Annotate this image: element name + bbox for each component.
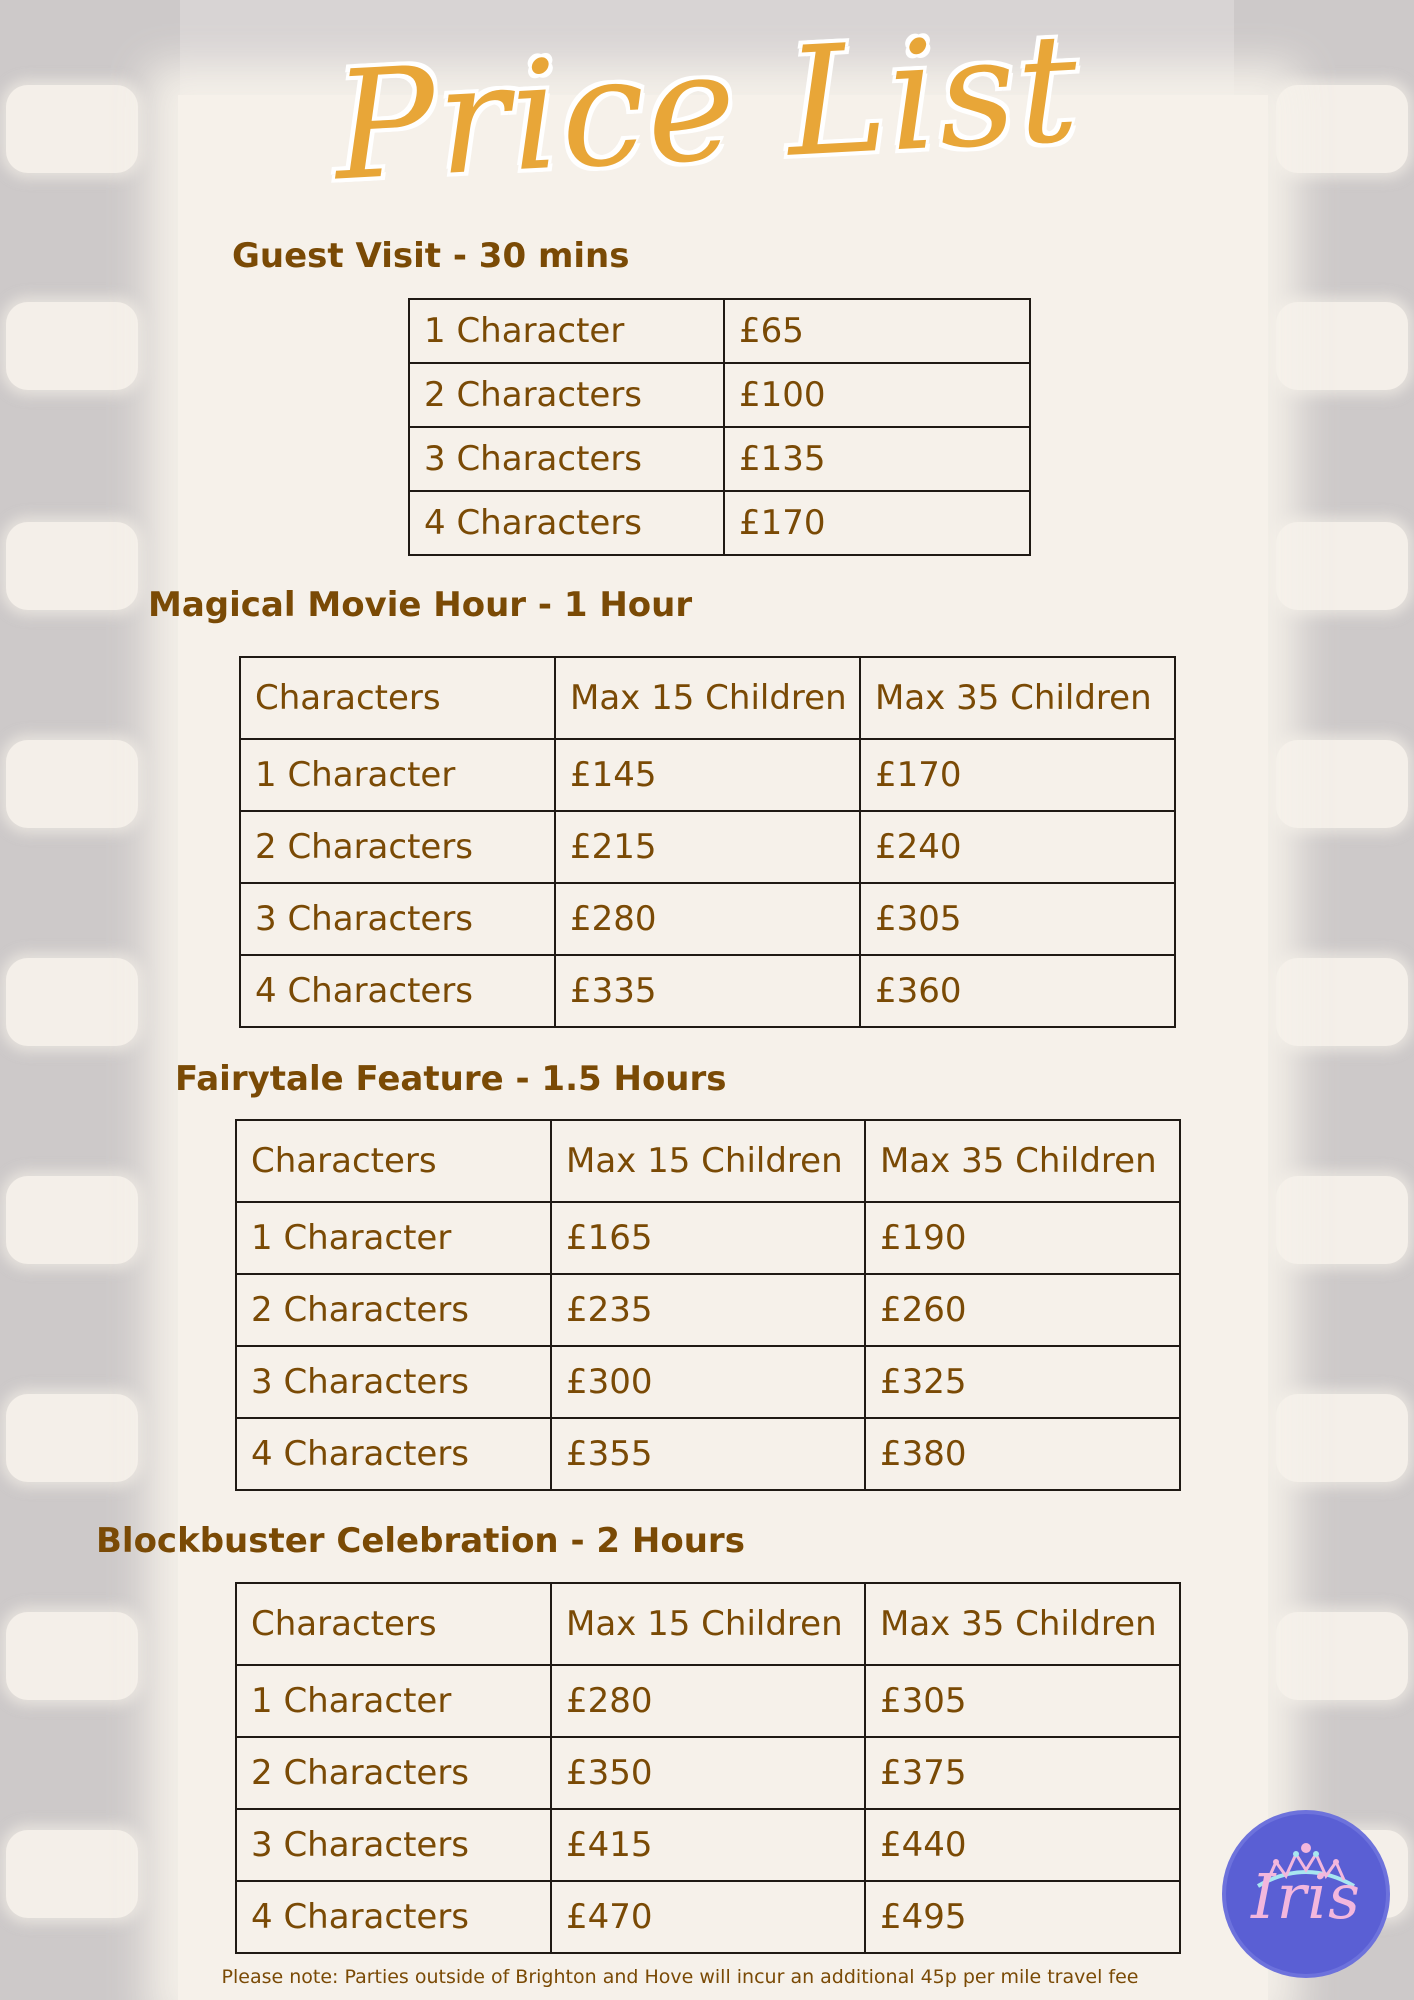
table-cell: £170 (724, 491, 1030, 555)
table-row (409, 363, 1030, 427)
table-cell: £260 (865, 1274, 1180, 1346)
table-cell: £305 (865, 1665, 1180, 1737)
section-heading-magical-movie-hour: Magical Movie Hour - 1 Hour (148, 585, 693, 625)
table-cell: £165 (551, 1202, 865, 1274)
table-cell: 3 Characters (409, 427, 724, 491)
column-header: Max 35 Children (860, 657, 1175, 739)
film-sprocket (6, 1612, 138, 1700)
table-row (236, 1418, 1180, 1490)
table-row (236, 1274, 1180, 1346)
table-cell: £335 (555, 955, 860, 1027)
table-cell: £215 (555, 811, 860, 883)
table-row (240, 739, 1175, 811)
table-cell: £65 (724, 299, 1030, 363)
table-row (236, 1202, 1180, 1274)
table-cell: £440 (865, 1809, 1180, 1881)
page-title: Price List (330, 1, 1084, 215)
table-cell: £350 (551, 1737, 865, 1809)
table-cell: 3 Characters (236, 1346, 551, 1418)
table-cell: 3 Characters (236, 1809, 551, 1881)
table-header-row (240, 657, 1175, 739)
column-header: Characters (240, 657, 555, 739)
table-cell: 2 Characters (236, 1274, 551, 1346)
table-cell: £240 (860, 811, 1175, 883)
column-header: Characters (236, 1583, 551, 1665)
table-cell: £360 (860, 955, 1175, 1027)
table-blockbuster-celebration (235, 1582, 1181, 1954)
table-row (236, 1881, 1180, 1953)
table-row (240, 811, 1175, 883)
table-header-row (236, 1583, 1180, 1665)
film-sprocket (1276, 958, 1408, 1046)
film-sprocket (6, 1394, 138, 1482)
column-header: Max 35 Children (865, 1583, 1180, 1665)
film-sprocket (6, 958, 138, 1046)
table-guest-visit (408, 298, 1031, 556)
film-sprocket (1276, 522, 1408, 610)
table-cell: £235 (551, 1274, 865, 1346)
film-sprocket (1276, 302, 1408, 390)
table-cell: £355 (551, 1418, 865, 1490)
table-cell: 1 Character (240, 739, 555, 811)
table-cell: 1 Character (236, 1665, 551, 1737)
table-cell: 1 Character (236, 1202, 551, 1274)
table-row (236, 1809, 1180, 1881)
film-sprocket (1276, 1612, 1408, 1700)
table-cell: 1 Character (409, 299, 724, 363)
table-magical-movie-hour (239, 656, 1176, 1028)
table-row (240, 883, 1175, 955)
table-cell: 3 Characters (240, 883, 555, 955)
film-sprocket (6, 1830, 138, 1918)
table-cell: £305 (860, 883, 1175, 955)
table-cell: £325 (865, 1346, 1180, 1418)
table-row (236, 1737, 1180, 1809)
table-cell: 2 Characters (236, 1737, 551, 1809)
table-row (409, 491, 1030, 555)
table-row (240, 955, 1175, 1027)
table-cell: £170 (860, 739, 1175, 811)
table-cell: £415 (551, 1809, 865, 1881)
table-cell: £495 (865, 1881, 1180, 1953)
table-row (409, 299, 1030, 363)
film-strip-left (0, 0, 180, 2000)
film-sprocket (6, 1176, 138, 1264)
table-cell: 2 Characters (240, 811, 555, 883)
section-heading-guest-visit: Guest Visit - 30 mins (232, 236, 630, 276)
table-row (409, 427, 1030, 491)
table-row (236, 1665, 1180, 1737)
table-cell: 4 Characters (240, 955, 555, 1027)
film-sprocket (6, 740, 138, 828)
film-sprocket (1276, 1176, 1408, 1264)
table-cell: £100 (724, 363, 1030, 427)
table-cell: £135 (724, 427, 1030, 491)
table-cell: £375 (865, 1737, 1180, 1809)
section-heading-fairytale-feature: Fairytale Feature - 1.5 Hours (175, 1059, 727, 1099)
column-header: Max 35 Children (865, 1120, 1180, 1202)
table-cell: £380 (865, 1418, 1180, 1490)
column-header: Characters (236, 1120, 551, 1202)
film-sprocket (1276, 740, 1408, 828)
table-cell: £145 (555, 739, 860, 811)
table-cell: 4 Characters (236, 1418, 551, 1490)
table-cell: 4 Characters (409, 491, 724, 555)
table-header-row (236, 1120, 1180, 1202)
section-heading-blockbuster-celebration: Blockbuster Celebration - 2 Hours (96, 1521, 745, 1561)
table-row (236, 1346, 1180, 1418)
column-header: Max 15 Children (555, 657, 860, 739)
column-header: Max 15 Children (551, 1120, 865, 1202)
table-fairytale-feature (235, 1119, 1181, 1491)
logo-text: Iris (1251, 1860, 1361, 1933)
table-cell: £280 (551, 1665, 865, 1737)
table-cell: £300 (551, 1346, 865, 1418)
travel-fee-note: Please note: Parties outside of Brighton and Hove will incur an additional 45p per mile travel fee (221, 1966, 1139, 1988)
film-sprocket (6, 522, 138, 610)
table-cell: £280 (555, 883, 860, 955)
table-cell: 2 Characters (409, 363, 724, 427)
film-sprocket (1276, 1394, 1408, 1482)
column-header: Max 15 Children (551, 1583, 865, 1665)
film-sprocket (6, 302, 138, 390)
table-cell: 4 Characters (236, 1881, 551, 1953)
table-cell: £470 (551, 1881, 865, 1953)
table-cell: £190 (865, 1202, 1180, 1274)
iris-logo (1226, 1814, 1386, 1974)
